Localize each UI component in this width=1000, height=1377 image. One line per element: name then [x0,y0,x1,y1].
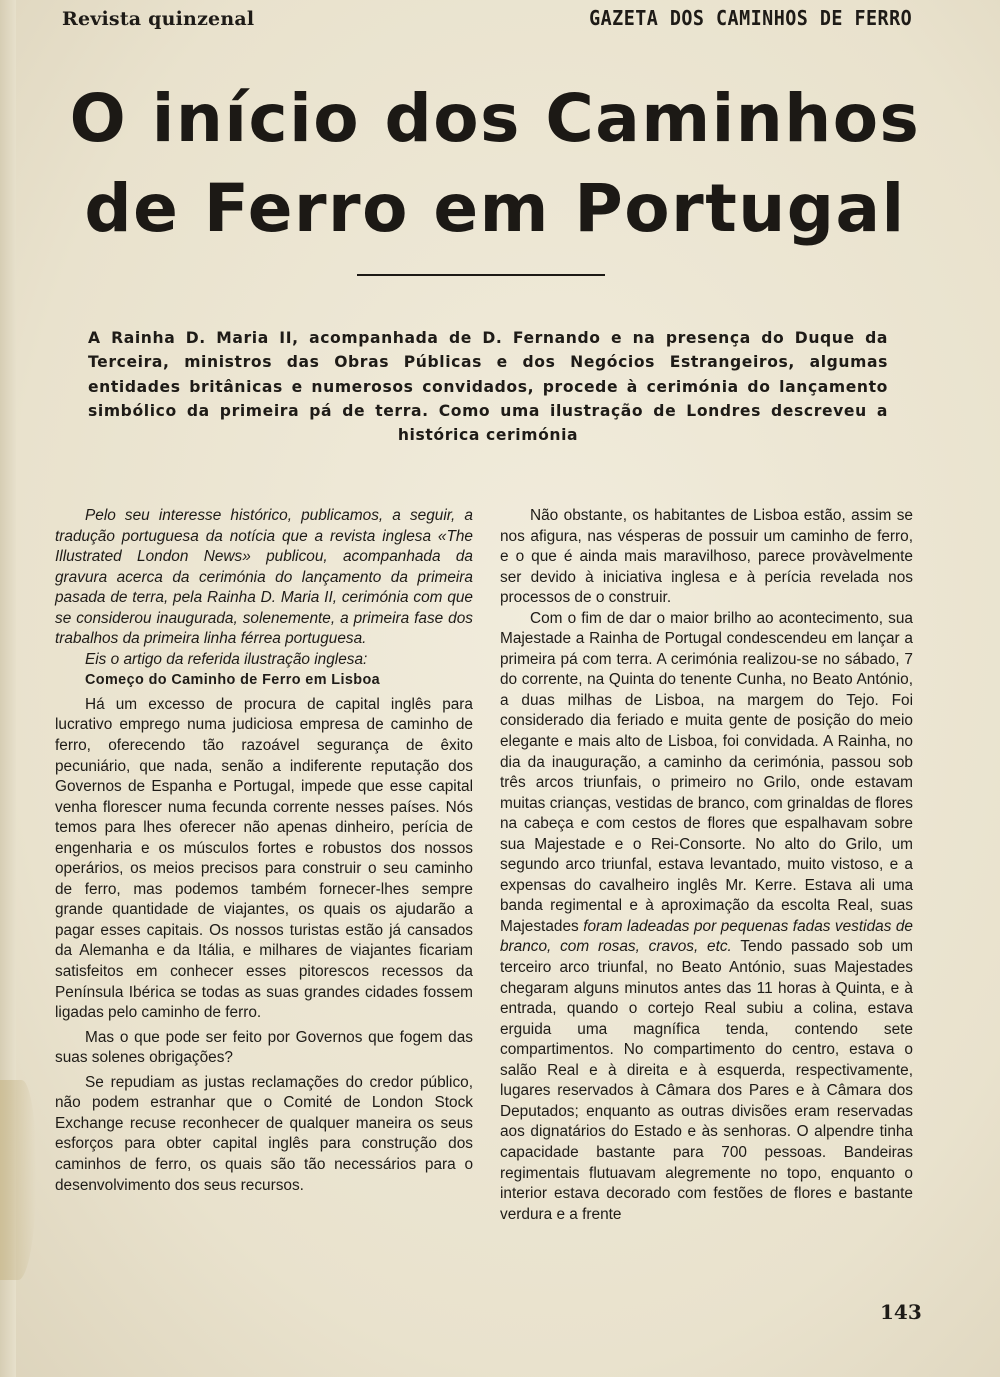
italic-phrase: foram ladeadas por pequenas fadas vestidas de branco, com rosas, cravos, etc. [500,917,913,956]
torn-edge [0,1080,36,1280]
running-header-left: Revista quinzenal [62,8,255,30]
intro-paragraph-2: Eis o artigo da referida ilustração inglesa: [85,650,368,668]
body-text: Com o fim de dar o maior brilho ao acontecimento, sua Majestade a Rainha de Portugal condescendeu em lançar a primeira pá com terra. A cerimónia realizou-se no sábado, 7 do corrente, na Quinta do tenente Cunha, no Beato António, a duas milhas de Lisboa, na margem do Tejo. Foi considerado dia feriado e muita gente de posição do meio elegante e mais alto de Lisboa, foi convidada. A Rainha, no dia da inauguração, a caminho da cerimónia, passou sob três arcos triunfais, o primeiro no Grilo, onde estavam muitas crianças, vestidas de branco, com grinaldas de flores na cabeça e com cestos de flores que espalhavam sobre sua Majestade e o Rei-Consorte. No alto do Grilo, um segundo arco triunfal, estava levantado, muito vistoso, e a expensas do cavalheiro inglês Mr. Kerre. Estava ali uma banda regimental e à aproximação da escolta Real, suas Majestades [500,609,913,935]
body-paragraph [500,609,913,1225]
left-column [55,506,473,1196]
intro-paragraph: Pelo seu interesse histórico, publicamos, a seguir, a tradução portuguesa da notícia que a revista inglesa «The Illustrated London News» publicou, acompanhada da gravura acerca da cerimónia do lançamento da primeira pasada de terra, pela Rainha D. Maria II, cerimónia com que se considerou inaugurada, solenemente, a primeira fase dos trabalhos da primeira linha férrea portuguesa. [55,507,473,648]
body-paragraph: Se repudiam as justas reclamações do credor público, não podem estranhar que o Comité de London Stock Exchange recuse reconhecer de qualquer maneira os seus esforços para obter capital inglês para construção dos caminhos de ferro, os quais são tão necessários para o desenvolvimento dos seus recursos. [55,1073,473,1194]
title-rule [357,274,605,276]
article-title: O início dos Caminhos de Ferro em Portugal [69,80,921,247]
article-lead: A Rainha D. Maria II, acompanhada de D. Fernando e na presença do Duque da Terceira, ministros das Obras Públicas e dos Negócios Estrangeiros, algumas entidades britânicas e numerosos convidados, procede à cerimónia do lançamento simbólico da primeira pá de terra. Como uma ilustração de Londres descreveu a histórica cerimónia [88,329,888,445]
body-paragraph: Mas o que pode ser feito por Governos que fogem das suas solenes obrigações? [55,1028,473,1067]
body-paragraph: Há um excesso de procura de capital inglês para lucrativo emprego numa judiciosa empresa de caminho de ferro, oferecendo tão razoável segurança de êxito pecuniário, que nada, senão a indiferente reputação dos Governos de Espanha e Portugal, impede que esse capital venha florescer numa fecunda corrente nesses países. Nós temos para lhes oferecer não apenas dinheiro, perícia de engenharia e os músculos fortes e robustos dos nossos operários, os meios precisos para construir o seu caminho de ferro, mas podemos também fornecer-lhes sempre grande quantidade de viajantes, os quais os ajudarão a pagar esses capitais. Os nossos turistas estão já cansados da Alemanha e da Itália, e milhares de viajantes ficariam satisfeitos em conhecer esses pitorescos recessos da Península Ibérica se todas as suas grandes cidades fossem ligadas pelo caminho de ferro. [55,695,473,1022]
page-number: 143 [880,1300,922,1324]
body-paragraph: Não obstante, os habitantes de Lisboa estão, assim se nos afigura, nas vésperas de possuir um caminho de ferro, e o que é ainda mais maravilhoso, parece provàvelmente ser devido à iniciativa inglesa e à perícia revelada nos processos de o construir. [500,507,913,607]
section-subheading: Começo do Caminho de Ferro em Lisboa [85,672,381,689]
body-text: Tendo passado sob um terceiro arco triunfal, no Beato António, suas Majestades chegaram alguns minutos antes das 11 horas à Quinta, e à entrada, quando o cortejo Real subiu a colina, estava erguida uma magnífica tenda, contendo sete compartimentos. No compartimento do centro, estava o salão Real e à direita e à esquerda, respectivamente, lugares reservados à Câmara dos Pares e à Câmara dos Deputados; enquanto as outras divisões eram reservadas aos dignatários do Estado e às senhoras. O alpendre tinha capacidade bastante para 700 pessoas. Bandeiras regimentais flutuavam alegremente no topo, enquanto o interior estava decorado com festões de flores e bastante verdura e a frente [500,938,913,1223]
running-header-right: GAZETA DOS CAMINHOS DE FERRO [588,6,912,30]
right-column [500,506,913,1225]
